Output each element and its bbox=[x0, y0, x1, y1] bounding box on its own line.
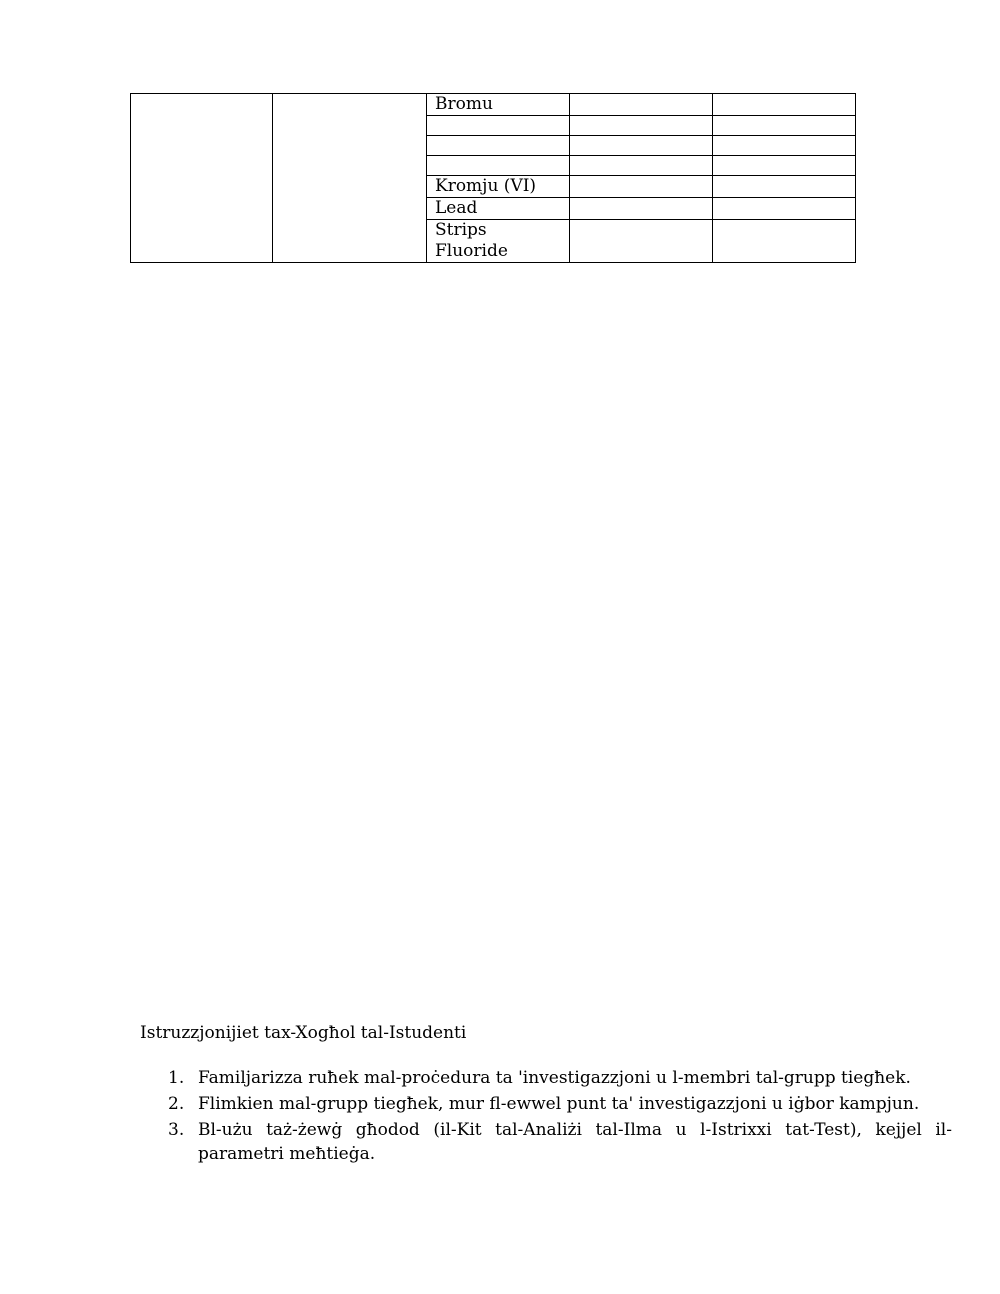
value-cell bbox=[570, 116, 713, 136]
list-item bbox=[140, 1066, 952, 1090]
parameter-cell: Lead bbox=[427, 198, 570, 220]
value-cell bbox=[713, 198, 856, 220]
step-number: 3. bbox=[168, 1120, 185, 1140]
table-row bbox=[131, 94, 856, 116]
parameter-line-1: Strips bbox=[435, 220, 487, 240]
list-item bbox=[140, 1092, 952, 1116]
list-item bbox=[140, 1118, 952, 1166]
step-text: Familjarizza ruħek mal-proċedura ta 'investigazzjoni u l-membri tal-grupp tiegħek. bbox=[198, 1068, 911, 1088]
value-cell bbox=[570, 198, 713, 220]
step-number: 2. bbox=[168, 1094, 185, 1114]
instructions-heading: Istruzzjonijiet tax-Xogħol tal-Istudenti bbox=[140, 1023, 467, 1043]
parameters-table bbox=[130, 93, 856, 263]
step-number: 1. bbox=[168, 1068, 185, 1088]
table-merged-cell-2 bbox=[273, 94, 427, 263]
parameter-cell: Kromju (VI) bbox=[427, 176, 570, 198]
value-cell bbox=[713, 156, 856, 176]
value-cell bbox=[713, 220, 856, 263]
value-cell bbox=[570, 94, 713, 116]
value-cell bbox=[570, 220, 713, 263]
parameter-cell bbox=[427, 116, 570, 136]
step-text: Flimkien mal-grupp tiegħek, mur fl-ewwel punt ta' investigazzjoni u iġbor kampjun. bbox=[198, 1094, 920, 1114]
value-cell bbox=[570, 156, 713, 176]
value-cell bbox=[570, 136, 713, 156]
instructions-list bbox=[140, 1066, 952, 1168]
value-cell bbox=[570, 176, 713, 198]
value-cell bbox=[713, 176, 856, 198]
parameter-cell bbox=[427, 156, 570, 176]
parameter-cell bbox=[427, 136, 570, 156]
step-text: Bl-użu taż-żewġ għodod (il-Kit tal-Analiżi tal-Ilma u l-Istrixxi tat-Test), kejjel il-parametri meħtieġa. bbox=[198, 1120, 952, 1164]
parameter-cell: Bromu bbox=[427, 94, 570, 116]
table-merged-cell-1 bbox=[131, 94, 273, 263]
value-cell bbox=[713, 136, 856, 156]
parameter-line-2: Fluoride bbox=[435, 241, 508, 261]
value-cell bbox=[713, 94, 856, 116]
value-cell bbox=[713, 116, 856, 136]
parameter-cell bbox=[427, 220, 570, 263]
